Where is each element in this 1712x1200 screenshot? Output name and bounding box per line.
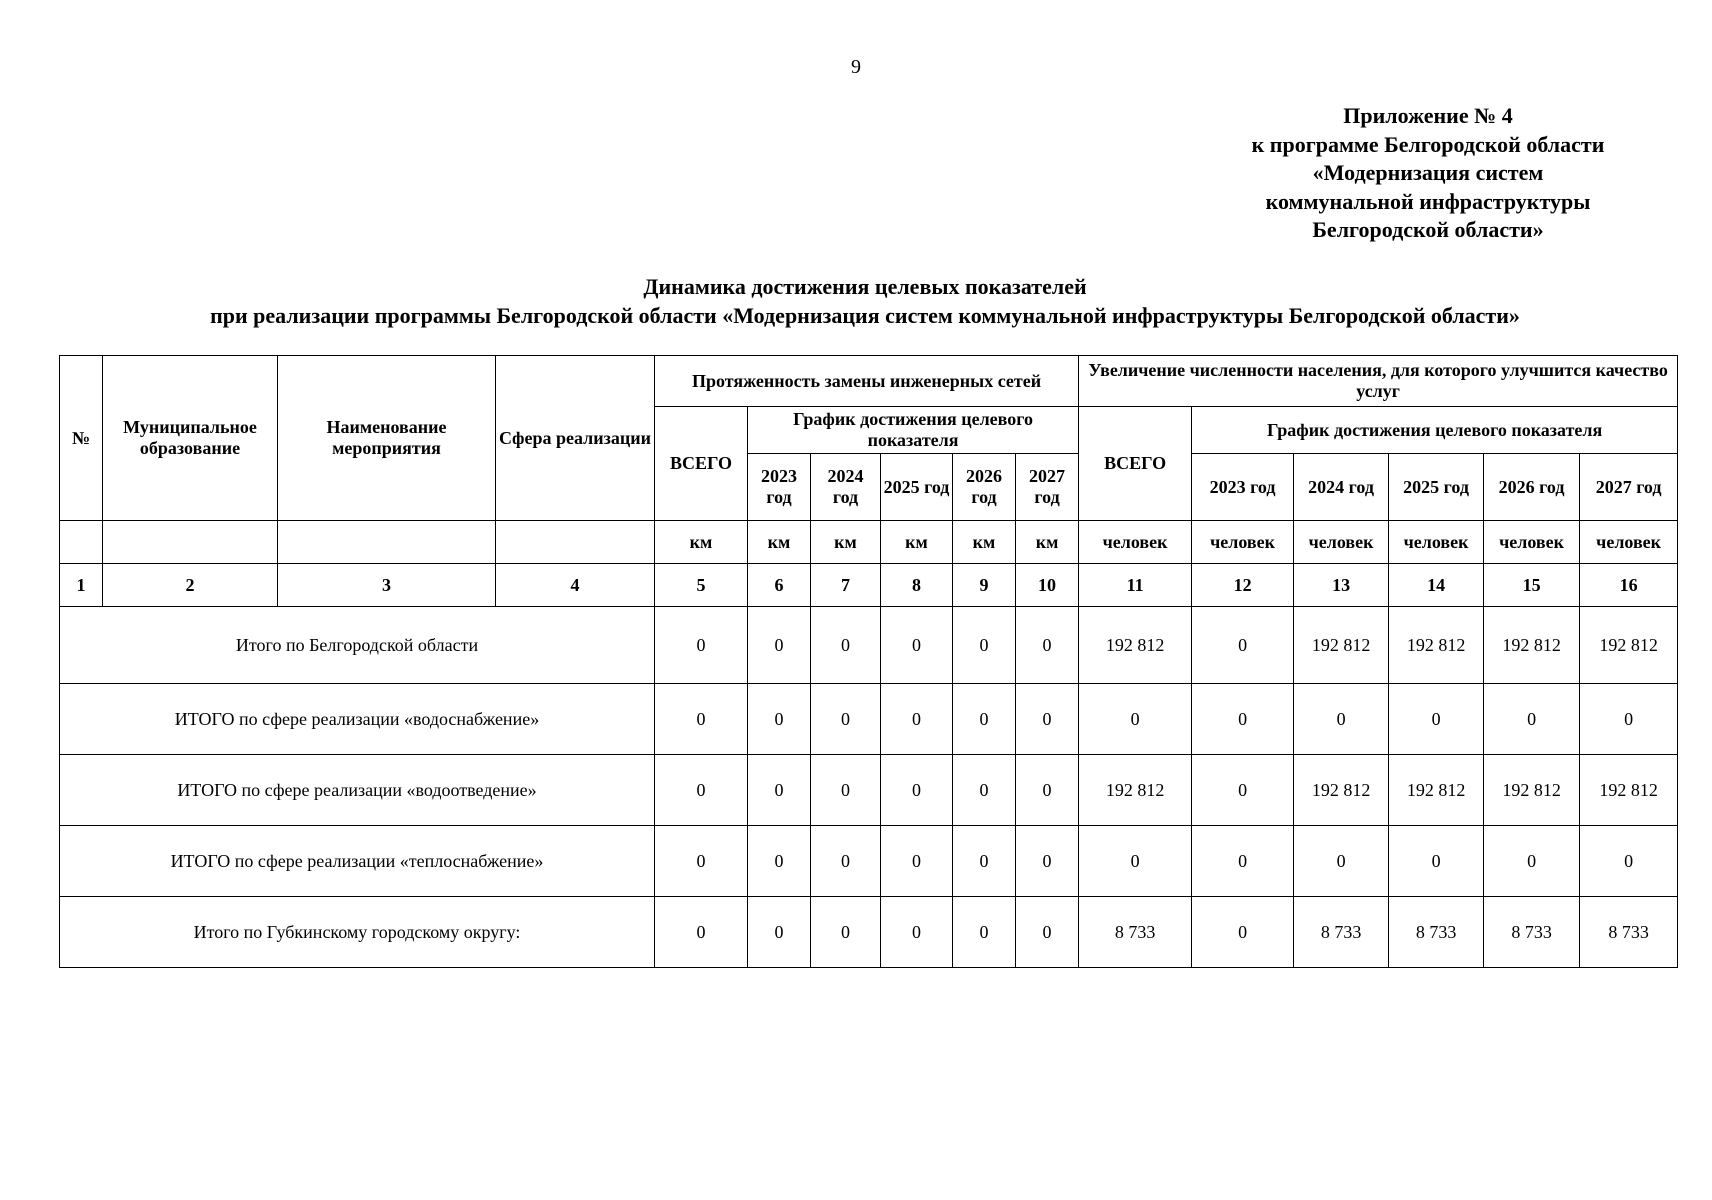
table-cell: 0 — [1016, 755, 1079, 826]
appendix-line: к программе Белгородской области — [1251, 131, 1605, 157]
row-label: Итого по Белгородской области — [60, 607, 655, 684]
header-year: 2027 год — [1016, 454, 1079, 521]
column-number: 11 — [1079, 564, 1192, 607]
table-cell: 0 — [655, 826, 748, 897]
table-cell: 192 812 — [1389, 607, 1484, 684]
unit-cell: человек — [1389, 521, 1484, 564]
table-cell: 0 — [1192, 826, 1294, 897]
table-cell: 0 — [881, 684, 953, 755]
table-cell: 0 — [1192, 755, 1294, 826]
table-cell: 0 — [953, 755, 1016, 826]
header-year: 2027 год — [1580, 454, 1678, 521]
table-cell: 192 812 — [1079, 755, 1192, 826]
column-number: 7 — [811, 564, 881, 607]
table-cell: 192 812 — [1484, 755, 1580, 826]
row-label: ИТОГО по сфере реализации «водоснабжение» — [60, 684, 655, 755]
unit-cell: км — [953, 521, 1016, 564]
title-line: Динамика достижения целевых показателей — [643, 274, 1087, 299]
table-cell: 8 733 — [1580, 897, 1678, 968]
table-cell: 8 733 — [1484, 897, 1580, 968]
header-networks-schedule: График достижения целевого показателя — [748, 407, 1079, 454]
table-cell: 0 — [748, 607, 811, 684]
unit-cell-empty — [60, 521, 103, 564]
table-cell: 0 — [655, 897, 748, 968]
unit-cell-empty — [496, 521, 655, 564]
table-cell: 0 — [881, 826, 953, 897]
table-cell: 0 — [1294, 826, 1389, 897]
header-sphere: Сфера реализации — [496, 356, 655, 521]
header-year: 2023 год — [1192, 454, 1294, 521]
document-title — [0, 272, 1712, 330]
table-cell: 0 — [1016, 684, 1079, 755]
header-municipality: Муниципальное образование — [103, 356, 278, 521]
table-cell: 192 812 — [1389, 755, 1484, 826]
header-year: 2023 год — [748, 454, 811, 521]
column-number: 15 — [1484, 564, 1580, 607]
table-cell: 0 — [655, 607, 748, 684]
title-line: при реализации программы Белгородской области «Модернизация систем коммунальной инфраструктуры Белгородской области» — [210, 303, 1520, 328]
table-cell: 0 — [1484, 684, 1580, 755]
header-year: 2025 год — [1389, 454, 1484, 521]
column-number: 16 — [1580, 564, 1678, 607]
table-cell: 192 812 — [1294, 607, 1389, 684]
table-cell: 0 — [881, 897, 953, 968]
unit-cell: человек — [1294, 521, 1389, 564]
table-cell: 0 — [1079, 684, 1192, 755]
table-cell: 0 — [811, 607, 881, 684]
table-cell: 0 — [1192, 607, 1294, 684]
header-year: 2026 год — [953, 454, 1016, 521]
unit-cell: человек — [1580, 521, 1678, 564]
table-cell: 0 — [1016, 897, 1079, 968]
table-cell: 8 733 — [1389, 897, 1484, 968]
table-cell: 0 — [1389, 684, 1484, 755]
table-cell: 0 — [655, 684, 748, 755]
table-cell: 192 812 — [1580, 755, 1678, 826]
table-cell: 0 — [1580, 826, 1678, 897]
unit-cell: км — [748, 521, 811, 564]
table-cell: 0 — [811, 684, 881, 755]
table-cell: 0 — [953, 607, 1016, 684]
table-row — [60, 897, 1678, 968]
column-number: 2 — [103, 564, 278, 607]
table-cell: 192 812 — [1294, 755, 1389, 826]
column-number: 12 — [1192, 564, 1294, 607]
table-cell: 0 — [1389, 826, 1484, 897]
unit-cell: км — [811, 521, 881, 564]
column-number: 14 — [1389, 564, 1484, 607]
table-cell: 0 — [953, 684, 1016, 755]
column-number: 3 — [278, 564, 496, 607]
table-cell: 0 — [881, 755, 953, 826]
table-cell: 0 — [1580, 684, 1678, 755]
table-cell: 8 733 — [1079, 897, 1192, 968]
column-number: 10 — [1016, 564, 1079, 607]
table-cell: 0 — [881, 607, 953, 684]
table-cell: 0 — [811, 755, 881, 826]
table-cell: 8 733 — [1294, 897, 1389, 968]
column-number: 8 — [881, 564, 953, 607]
table-cell: 0 — [953, 897, 1016, 968]
table-cell: 0 — [811, 897, 881, 968]
table-cell: 0 — [1192, 684, 1294, 755]
table-cell: 0 — [1192, 897, 1294, 968]
column-number-row — [60, 564, 1678, 607]
unit-cell: км — [655, 521, 748, 564]
header-year: 2024 год — [1294, 454, 1389, 521]
table-cell: 0 — [655, 755, 748, 826]
table-cell: 0 — [748, 755, 811, 826]
header-no: № — [60, 356, 103, 521]
table-cell: 0 — [1294, 684, 1389, 755]
table-cell: 0 — [1484, 826, 1580, 897]
header-row-groups — [60, 356, 1678, 407]
header-networks-group: Протяженность замены инженерных сетей — [655, 356, 1079, 407]
header-year: 2025 год — [881, 454, 953, 521]
page-number: 9 — [851, 56, 861, 78]
table-cell: 192 812 — [1079, 607, 1192, 684]
table-cell: 192 812 — [1580, 607, 1678, 684]
column-number: 9 — [953, 564, 1016, 607]
header-population-group: Увеличение численности населения, для которого улучшится качество услуг — [1079, 356, 1678, 407]
column-number: 13 — [1294, 564, 1389, 607]
table-cell: 0 — [953, 826, 1016, 897]
column-number: 6 — [748, 564, 811, 607]
header-year: 2024 год — [811, 454, 881, 521]
units-row — [60, 521, 1678, 564]
unit-cell-empty — [278, 521, 496, 564]
table-cell: 0 — [1016, 826, 1079, 897]
table-cell: 0 — [1079, 826, 1192, 897]
table-cell: 0 — [748, 897, 811, 968]
table-cell: 192 812 — [1484, 607, 1580, 684]
table-cell: 0 — [748, 826, 811, 897]
table-row — [60, 826, 1678, 897]
header-event: Наименование мероприятия — [278, 356, 496, 521]
unit-cell-empty — [103, 521, 278, 564]
unit-cell: человек — [1079, 521, 1192, 564]
table-cell: 0 — [1016, 607, 1079, 684]
table-row — [60, 755, 1678, 826]
appendix-heading — [1188, 102, 1668, 245]
header-year: 2026 год — [1484, 454, 1580, 521]
header-networks-total: ВСЕГО — [655, 407, 748, 521]
appendix-line: Приложение № 4 — [1343, 103, 1513, 128]
appendix-line: Белгородской области» — [1312, 217, 1544, 242]
table-cell: 0 — [748, 684, 811, 755]
column-number: 1 — [60, 564, 103, 607]
appendix-line: коммунальной инфраструктуры — [1265, 188, 1591, 214]
unit-cell: человек — [1484, 521, 1580, 564]
unit-cell: км — [881, 521, 953, 564]
row-label: Итого по Губкинскому городскому округу: — [60, 897, 655, 968]
row-label: ИТОГО по сфере реализации «водоотведение» — [60, 755, 655, 826]
table-row — [60, 684, 1678, 755]
header-population-total: ВСЕГО — [1079, 407, 1192, 521]
unit-cell: человек — [1192, 521, 1294, 564]
table-cell: 0 — [811, 826, 881, 897]
appendix-line: «Модернизация систем — [1312, 160, 1544, 185]
column-number: 5 — [655, 564, 748, 607]
row-label: ИТОГО по сфере реализации «теплоснабжение» — [60, 826, 655, 897]
unit-cell: км — [1016, 521, 1079, 564]
table-row — [60, 607, 1678, 684]
indicators-table — [59, 355, 1678, 968]
column-number: 4 — [496, 564, 655, 607]
header-population-schedule: График достижения целевого показателя — [1192, 407, 1678, 454]
